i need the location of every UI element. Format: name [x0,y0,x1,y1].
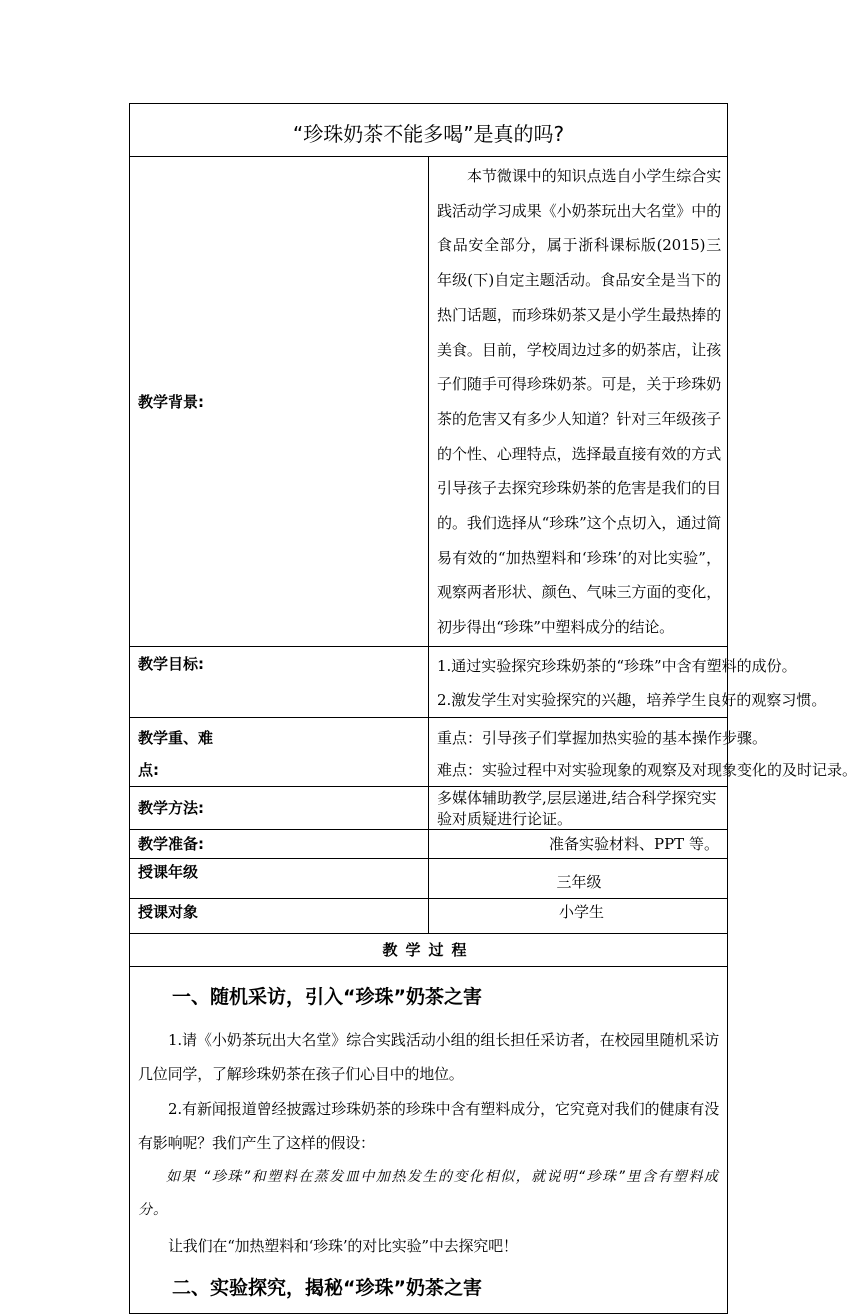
process-header: 教学过程 [130,933,728,966]
background-label: 教学背景: [130,157,429,647]
process-body [130,966,728,1313]
lesson-plan-table [129,103,858,1314]
prep-text: 准备实验材料、PPT 等。 [549,835,719,854]
goals-label: 教学目标: [130,646,429,717]
prep-label: 教学准备: [130,829,429,858]
keypoints-label-line2: 点: [138,760,159,779]
method-text: 多媒体辅助教学,层层递进,结合科学探究实验对质疑进行论证。 [429,786,728,829]
prep-cell [429,829,728,858]
target-text: 小学生 [429,898,728,933]
keypoints-cell [429,717,858,786]
section2-heading: 二、实验探究，揭秘“珍珠”奶茶之害 [172,1276,482,1299]
target-label: 授课对象 [130,898,429,933]
section1-paragraph-2: 2.有新闻报道曾经披露过珍珠奶茶的珍珠中含有塑料成分，它究竟对我们的健康有没有影响呢？我们产生了这样的假设： [138,1099,719,1153]
section1-paragraph-1: 1.请《小奶茶玩出大名堂》综合实践活动小组的组长担任采访者，在校园里随机采访几位同学，了解珍珠奶茶在孩子们心目中的地位。 [138,1030,719,1084]
hypothesis-text: 如果 “珍珠”和塑料在蒸发皿中加热发生的变化相似，就说明“珍珠”里含有塑料成分。 [138,1168,719,1218]
grade-text: 三年级 [429,858,728,898]
section1-heading: 一、随机采访，引入“珍珠”奶茶之害 [172,985,482,1008]
goal-item-2: 2.激发学生对实验探究的兴趣，培养学生良好的观察习惯。 [437,690,827,709]
background-text: 本节微课中的知识点选自小学生综合实践活动学习成果《小奶茶玩出大名堂》中的食品安全部分，属于浙科课标版(2015)三年级(下)自定主题活动。食品安全是当下的热门话题，而珍珠奶茶又是小学生最热捧的美食。目前，学校周边过多的奶茶店，让孩子们随手可得珍珠奶茶。可是，关于珍珠奶茶的危害又有多少人知道？针对三年级孩子的个性、心理特点，选择最直接有效的方式引导孩子去探究珍珠奶茶的危害是我们的目的。我们选择从“珍珠”这个点切入，通过简易有效的“加热塑料和‘珍珠’的对比实验”，观察两者形状、颜色、气味三方面的变化，初步得出“珍珠”中塑料成分的结论。 [437,167,721,637]
background-cell [429,157,728,647]
goal-item-1: 1.通过实验探究珍珠奶茶的“珍珠”中含有塑料的成份。 [437,656,797,675]
grade-label: 授课年级 [130,858,429,898]
keypoint-focus: 重点：引导孩子们掌握加热实验的基本操作步骤。 [437,728,768,747]
goals-cell [429,646,827,717]
keypoints-label [130,717,429,786]
method-label: 教学方法: [130,786,429,829]
document-title: “珍珠奶茶不能多喝”是真的吗? [130,104,728,157]
keypoint-difficulty: 难点：实验过程中对实验现象的观察及对现象变化的及时记录。 [437,760,858,779]
keypoints-label-line1: 教学重、难 [138,728,214,747]
section1-lead-text: 让我们在“加热塑料和‘珍珠’的对比实验”中去探究吧！ [168,1236,518,1255]
